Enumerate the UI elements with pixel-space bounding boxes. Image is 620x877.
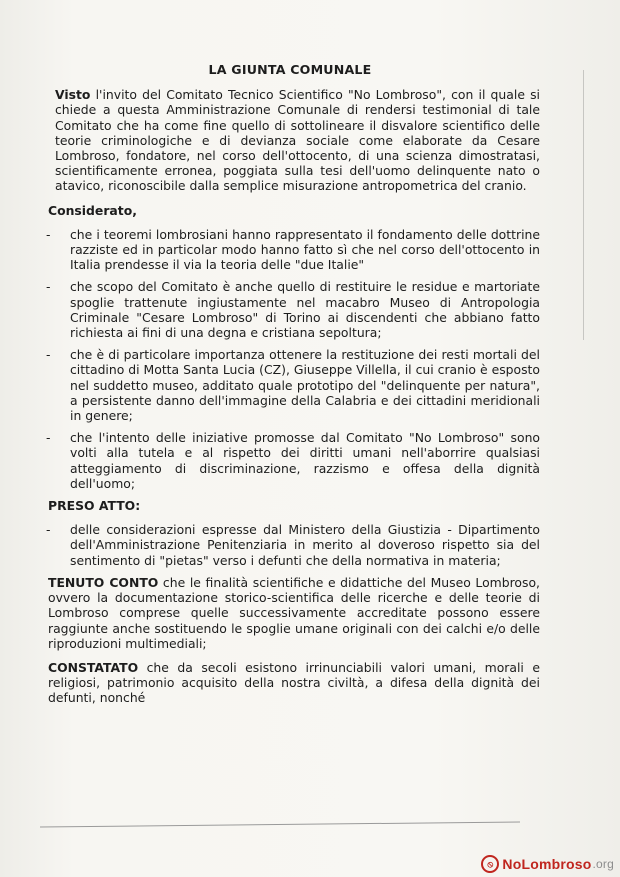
list-item-text: delle considerazioni espresse dal Ministero della Giustizia - Dipartimento dell'Amministrazione Penitenziaria in merito al doveroso rispetto sia del sentimento di "pietas" verso i defunti che della normativa in materia;: [70, 522, 540, 568]
no-sign-icon: ⦸: [481, 855, 499, 873]
list-dash: -: [46, 279, 51, 295]
constatato-text: che da secoli esistono irrinunciabili valori umani, morali e religiosi, patrimonio acquisito della nostra civiltà, a difesa della dignità dei defunti, nonché: [48, 659, 540, 706]
list-item: [40, 430, 540, 491]
scan-fold-line: [40, 821, 520, 827]
list-item-text: che l'intento delle iniziative promosse dal Comitato "No Lombroso" sono volti alla tutela e al rispetto dei diritti umani nell'aborrire qualsiasi atteggiamento di discriminazione, razzismo e offesa della dignità dell'uomo;: [70, 430, 540, 491]
list-dash: -: [46, 226, 51, 242]
constatato-paragraph: [40, 660, 540, 706]
list-dash: -: [46, 347, 51, 363]
preso-atto-list: [40, 522, 540, 568]
document-title: LA GIUNTA COMUNALE: [208, 62, 372, 77]
scan-edge-mark: [583, 70, 584, 340]
considerato-heading: Considerato,: [48, 202, 137, 218]
tenuto-conto-paragraph: [40, 575, 540, 651]
nolombroso-watermark: [481, 855, 614, 873]
list-item: [40, 227, 540, 273]
list-dash: -: [46, 430, 51, 446]
constatato-keyword: CONSTATATO: [48, 659, 139, 675]
list-item: [40, 347, 540, 423]
intro-paragraph: [40, 87, 540, 193]
list-dash: -: [46, 522, 51, 538]
intro-keyword: Visto: [55, 87, 91, 103]
list-item-text: che scopo del Comitato è anche quello di restituire le residue e martoriate spoglie trattenute ingiustamente nel macabro Museo di Antropologia Criminale "Cesare Lombroso" di Torino ai discendenti che abbiano fatto richiesta ai fini di una degna e cristiana sepoltura;: [70, 279, 540, 341]
document-body: [40, 62, 540, 715]
intro-text: l'invito del Comitato Tecnico Scientifico "No Lombroso", con il quale si chiede a questa Amministrazione Comunale di rendersi testimonial di tale Comitato che ha come fine quello di sottolineare il disvalore scientifico delle teorie criminologiche e di devianza sociale come elaborate da Cesare Lombroso, fondatore, nel corso dell'ottocento, di una scienza dimostratasi, scientificamente erronea, poggiata sulla tesi dell'uomo delinquente nato o atavico, riconoscibile dalla semplice misurazione antropometrica del cranio.: [55, 87, 540, 194]
watermark-brand: NoLombroso: [502, 856, 592, 872]
tenuto-conto-text: che le finalità scientifiche e didattiche del Museo Lombroso, ovvero la documentazione storico-scientifica delle ricerche e delle teorie di Lombroso comprese quelle successivamente accreditate possono essere raggiunte anche sostituendo le spoglie umane originali con dei calchi e/o delle riproduzioni multimediali;: [48, 574, 540, 651]
considerato-list: [40, 227, 540, 491]
list-item-text: che i teoremi lombrosiani hanno rappresentato il fondamento delle dottrine razziste ed in particolar modo hanno fatto sì che nel corso dell'ottocento in Italia prendesse il via la teoria delle "due Italie": [70, 226, 540, 273]
list-item: [40, 522, 540, 568]
watermark-tld: .org: [592, 857, 614, 871]
preso-atto-heading: PRESO ATTO:: [48, 498, 141, 514]
list-item-text: che è di particolare importanza ottenere la restituzione dei resti mortali del cittadino di Motta Santa Lucia (CZ), Giuseppe Villella, il cui cranio è esposto nel suddetto museo, additato quale prototipo del "delinquente per natura", a persistente danno dell'immagine della Calabria e dei cittadini meridionali in genere;: [70, 347, 540, 424]
list-item: [40, 279, 540, 340]
tenuto-conto-keyword: TENUTO CONTO: [48, 574, 159, 590]
